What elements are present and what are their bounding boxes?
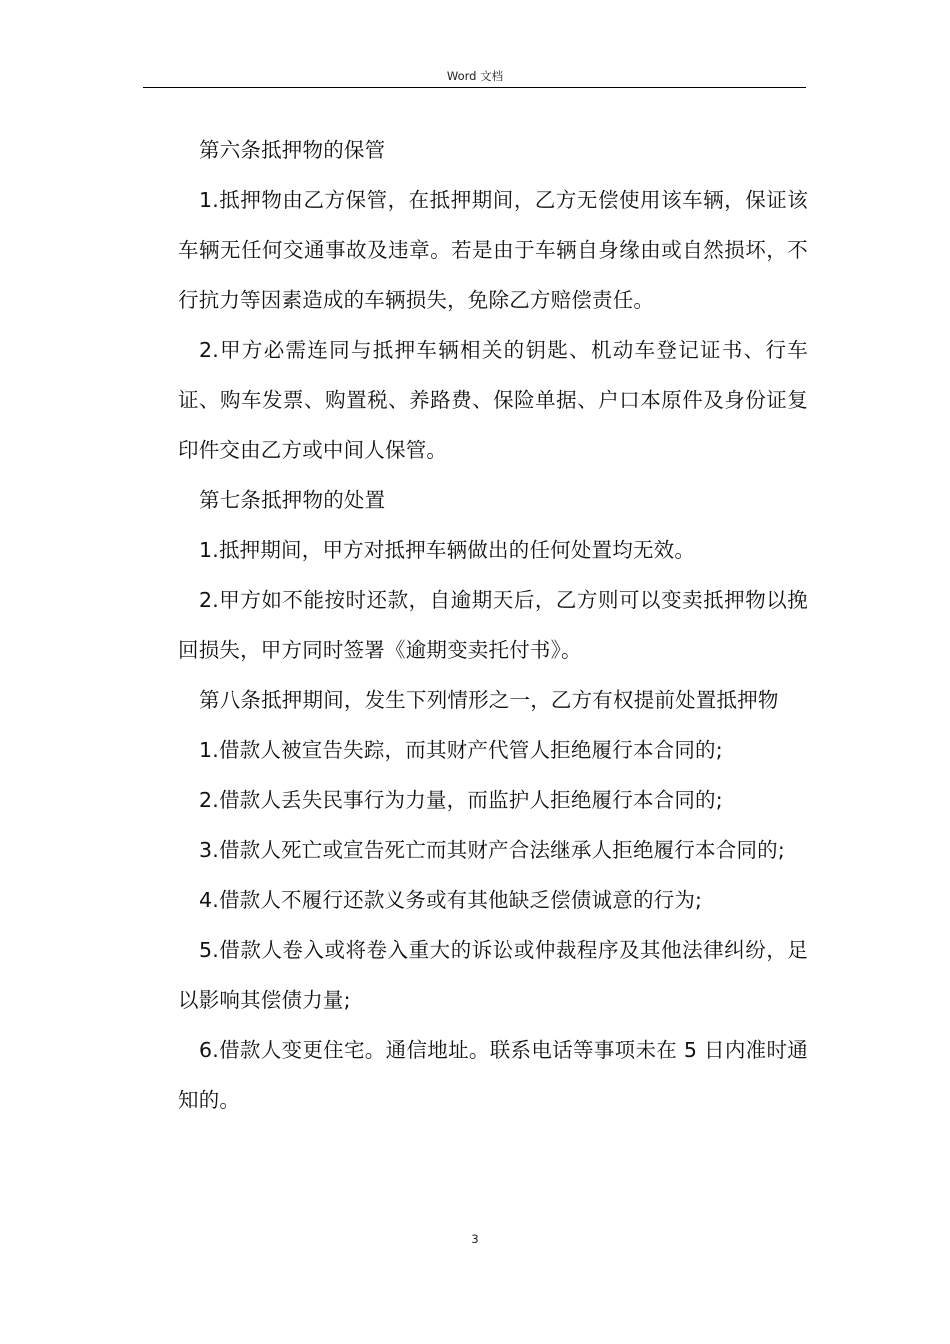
clause-paragraph: 2.甲方如不能按时还款，自逾期天后，乙方则可以变卖抵押物以挽回损失，甲方同时签署《逾期变卖托付书》。 [178, 588, 808, 662]
section-heading-article-6: 第六条抵押物的保管 [199, 138, 386, 162]
clause-paragraph: 1.抵押物由乙方保管，在抵押期间，乙方无偿使用该车辆，保证该车辆无任何交通事故及违章。若是由于车辆自身缘由或自然损坏，不行抗力等因素造成的车辆损失，免除乙方赔偿责任。 [178, 188, 808, 312]
clause-paragraph: 4.借款人不履行还款义务或有其他缺乏偿债诚意的行为; [199, 888, 703, 912]
clause-paragraph: 2.甲方必需连同与抵押车辆相关的钥匙、机动车登记证书、行车证、购车发票、购置税、养路费、保险单据、户口本原件及身份证复印件交由乙方或中间人保管。 [178, 338, 808, 462]
document-body [178, 125, 808, 1125]
page-header: Word 文档 [446, 69, 504, 83]
clause-paragraph: 1.抵押期间，甲方对抵押车辆做出的任何处置均无效。 [199, 538, 696, 562]
section-heading-article-8: 第八条抵押期间，发生下列情形之一，乙方有权提前处置抵押物 [199, 688, 779, 712]
clause-paragraph: 5.借款人卷入或将卷入重大的诉讼或仲裁程序及其他法律纠纷，足以影响其偿债力量; [178, 938, 808, 1012]
section-heading-article-7: 第七条抵押物的处置 [199, 488, 386, 512]
header-divider [143, 87, 806, 88]
page-number: 3 [471, 1232, 479, 1246]
clause-paragraph: 6.借款人变更住宅。通信地址。联系电话等事项未在 5 日内准时通知的。 [178, 1038, 808, 1112]
clause-paragraph: 3.借款人死亡或宣告死亡而其财产合法继承人拒绝履行本合同的; [199, 838, 785, 862]
clause-paragraph: 1.借款人被宣告失踪，而其财产代管人拒绝履行本合同的; [199, 738, 723, 762]
clause-paragraph: 2.借款人丢失民事行为力量，而监护人拒绝履行本合同的; [199, 788, 723, 812]
